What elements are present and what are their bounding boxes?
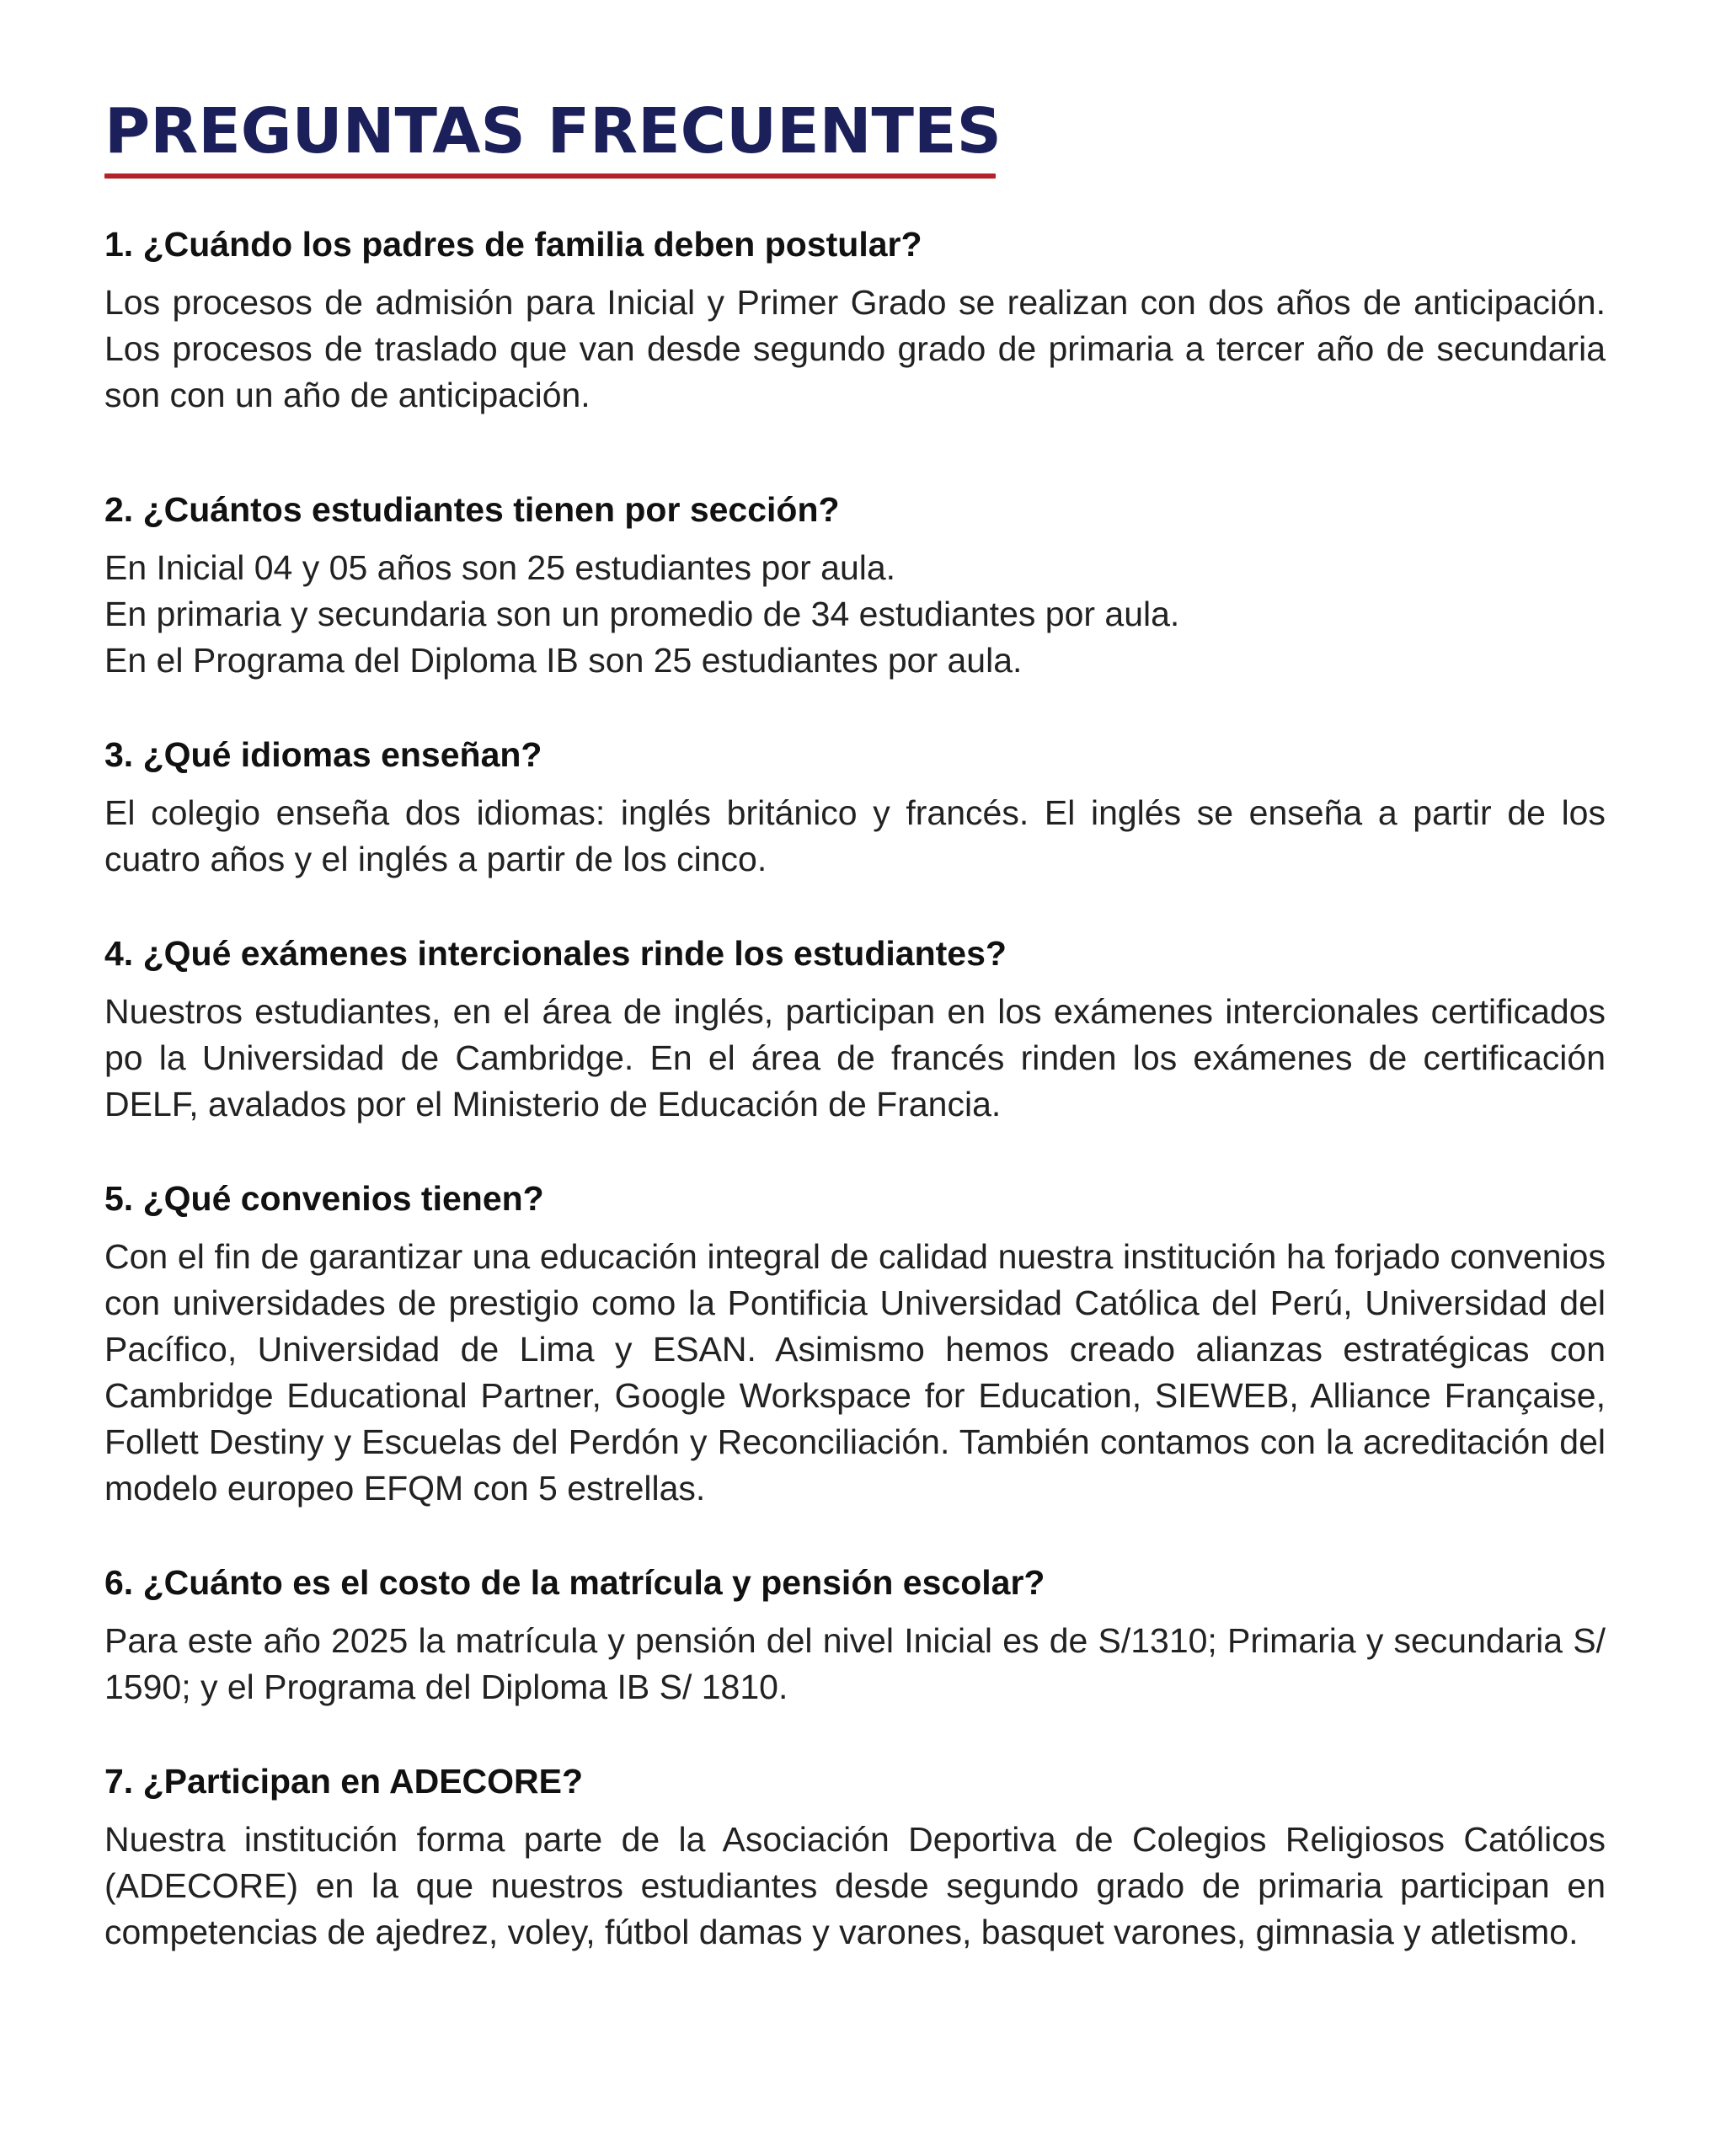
faq-answer-6: Para este año 2025 la matrícula y pensión del nivel Inicial es de S/1310; Primaria y secundaria S/ 1590; y el Programa del Diploma IB S/ 1810. — [104, 1621, 1606, 1706]
faq-question-6: 6. ¿Cuánto es el costo de la matrícula y pensión escolar? — [104, 1563, 1045, 1602]
faq-question-2: 2. ¿Cuántos estudiantes tienen por sección? — [104, 490, 840, 529]
faq-question-1: 1. ¿Cuándo los padres de familia deben postular? — [104, 225, 922, 264]
faq-answer-1: Los procesos de admisión para Inicial y Primer Grado se realizan con dos años de anticipación. Los procesos de traslado que van desde segundo grado de primaria a tercer año de secundaria son con un año de anticipación. — [104, 283, 1606, 414]
faq-item-5 — [104, 1175, 1606, 1512]
faq-item-3 — [104, 731, 1606, 883]
faq-question-4: 4. ¿Qué exámenes intercionales rinde los estudiantes? — [104, 934, 1007, 973]
title-underline — [104, 173, 996, 179]
faq-answer-2 — [104, 545, 1606, 684]
faq-question-7: 7. ¿Participan en ADECORE? — [104, 1762, 584, 1801]
faq-item-2 — [104, 486, 1606, 684]
faq-question-5: 5. ¿Qué convenios tienen? — [104, 1179, 544, 1218]
faq-answer-3: El colegio enseña dos idiomas: inglés británico y francés. El inglés se enseña a partir de los cuatro años y el inglés a partir de los cinco. — [104, 793, 1606, 878]
faq-question-3: 3. ¿Qué idiomas enseñan? — [104, 735, 542, 774]
faq-answer-7: Nuestra institución forma parte de la Asociación Deportiva de Colegios Religiosos Católicos (ADECORE) en la que nuestros estudiantes desde segundo grado de primaria participan en competencias de ajedrez, voley, fútbol damas y varones, basquet varones, gimnasia y atletismo. — [104, 1820, 1606, 1951]
faq-item-6 — [104, 1559, 1606, 1710]
faq-item-7 — [104, 1758, 1606, 1956]
faq-answer-5: Con el fin de garantizar una educación integral de calidad nuestra institución ha forjado convenios con universidades de prestigio como la Pontificia Universidad Católica del Perú, Universidad del Pacífico, Universidad de Lima y ESAN. Asimismo hemos creado alianzas estratégicas con Cambridge Educational Partner, Google Workspace for Education, SIEWEB, Alliance Française, Follett Destiny y Escuelas del Perdón y Reconciliación. También contamos con la acreditación del modelo europeo EFQM con 5 estrellas. — [104, 1237, 1606, 1508]
faq-list — [104, 221, 1606, 1956]
faq-answer-2-line-1: En Inicial 04 y 05 años son 25 estudiantes por aula. — [104, 548, 896, 587]
faq-answer-4: Nuestros estudiantes, en el área de inglés, participan en los exámenes intercionales certificados po la Universidad de Cambridge. En el área de francés rinden los exámenes de certificación DELF, avalados por el Ministerio de Educación de Francia. — [104, 992, 1606, 1123]
faq-item-4 — [104, 930, 1606, 1128]
faq-item-1 — [104, 221, 1606, 419]
faq-page — [104, 91, 1606, 1956]
faq-answer-2-line-2: En primaria y secundaria son un promedio de 34 estudiantes por aula. — [104, 595, 1180, 633]
page-title: PREGUNTAS FRECUENTES — [104, 95, 1002, 168]
faq-answer-2-line-3: En el Programa del Diploma IB son 25 estudiantes por aula. — [104, 641, 1023, 680]
